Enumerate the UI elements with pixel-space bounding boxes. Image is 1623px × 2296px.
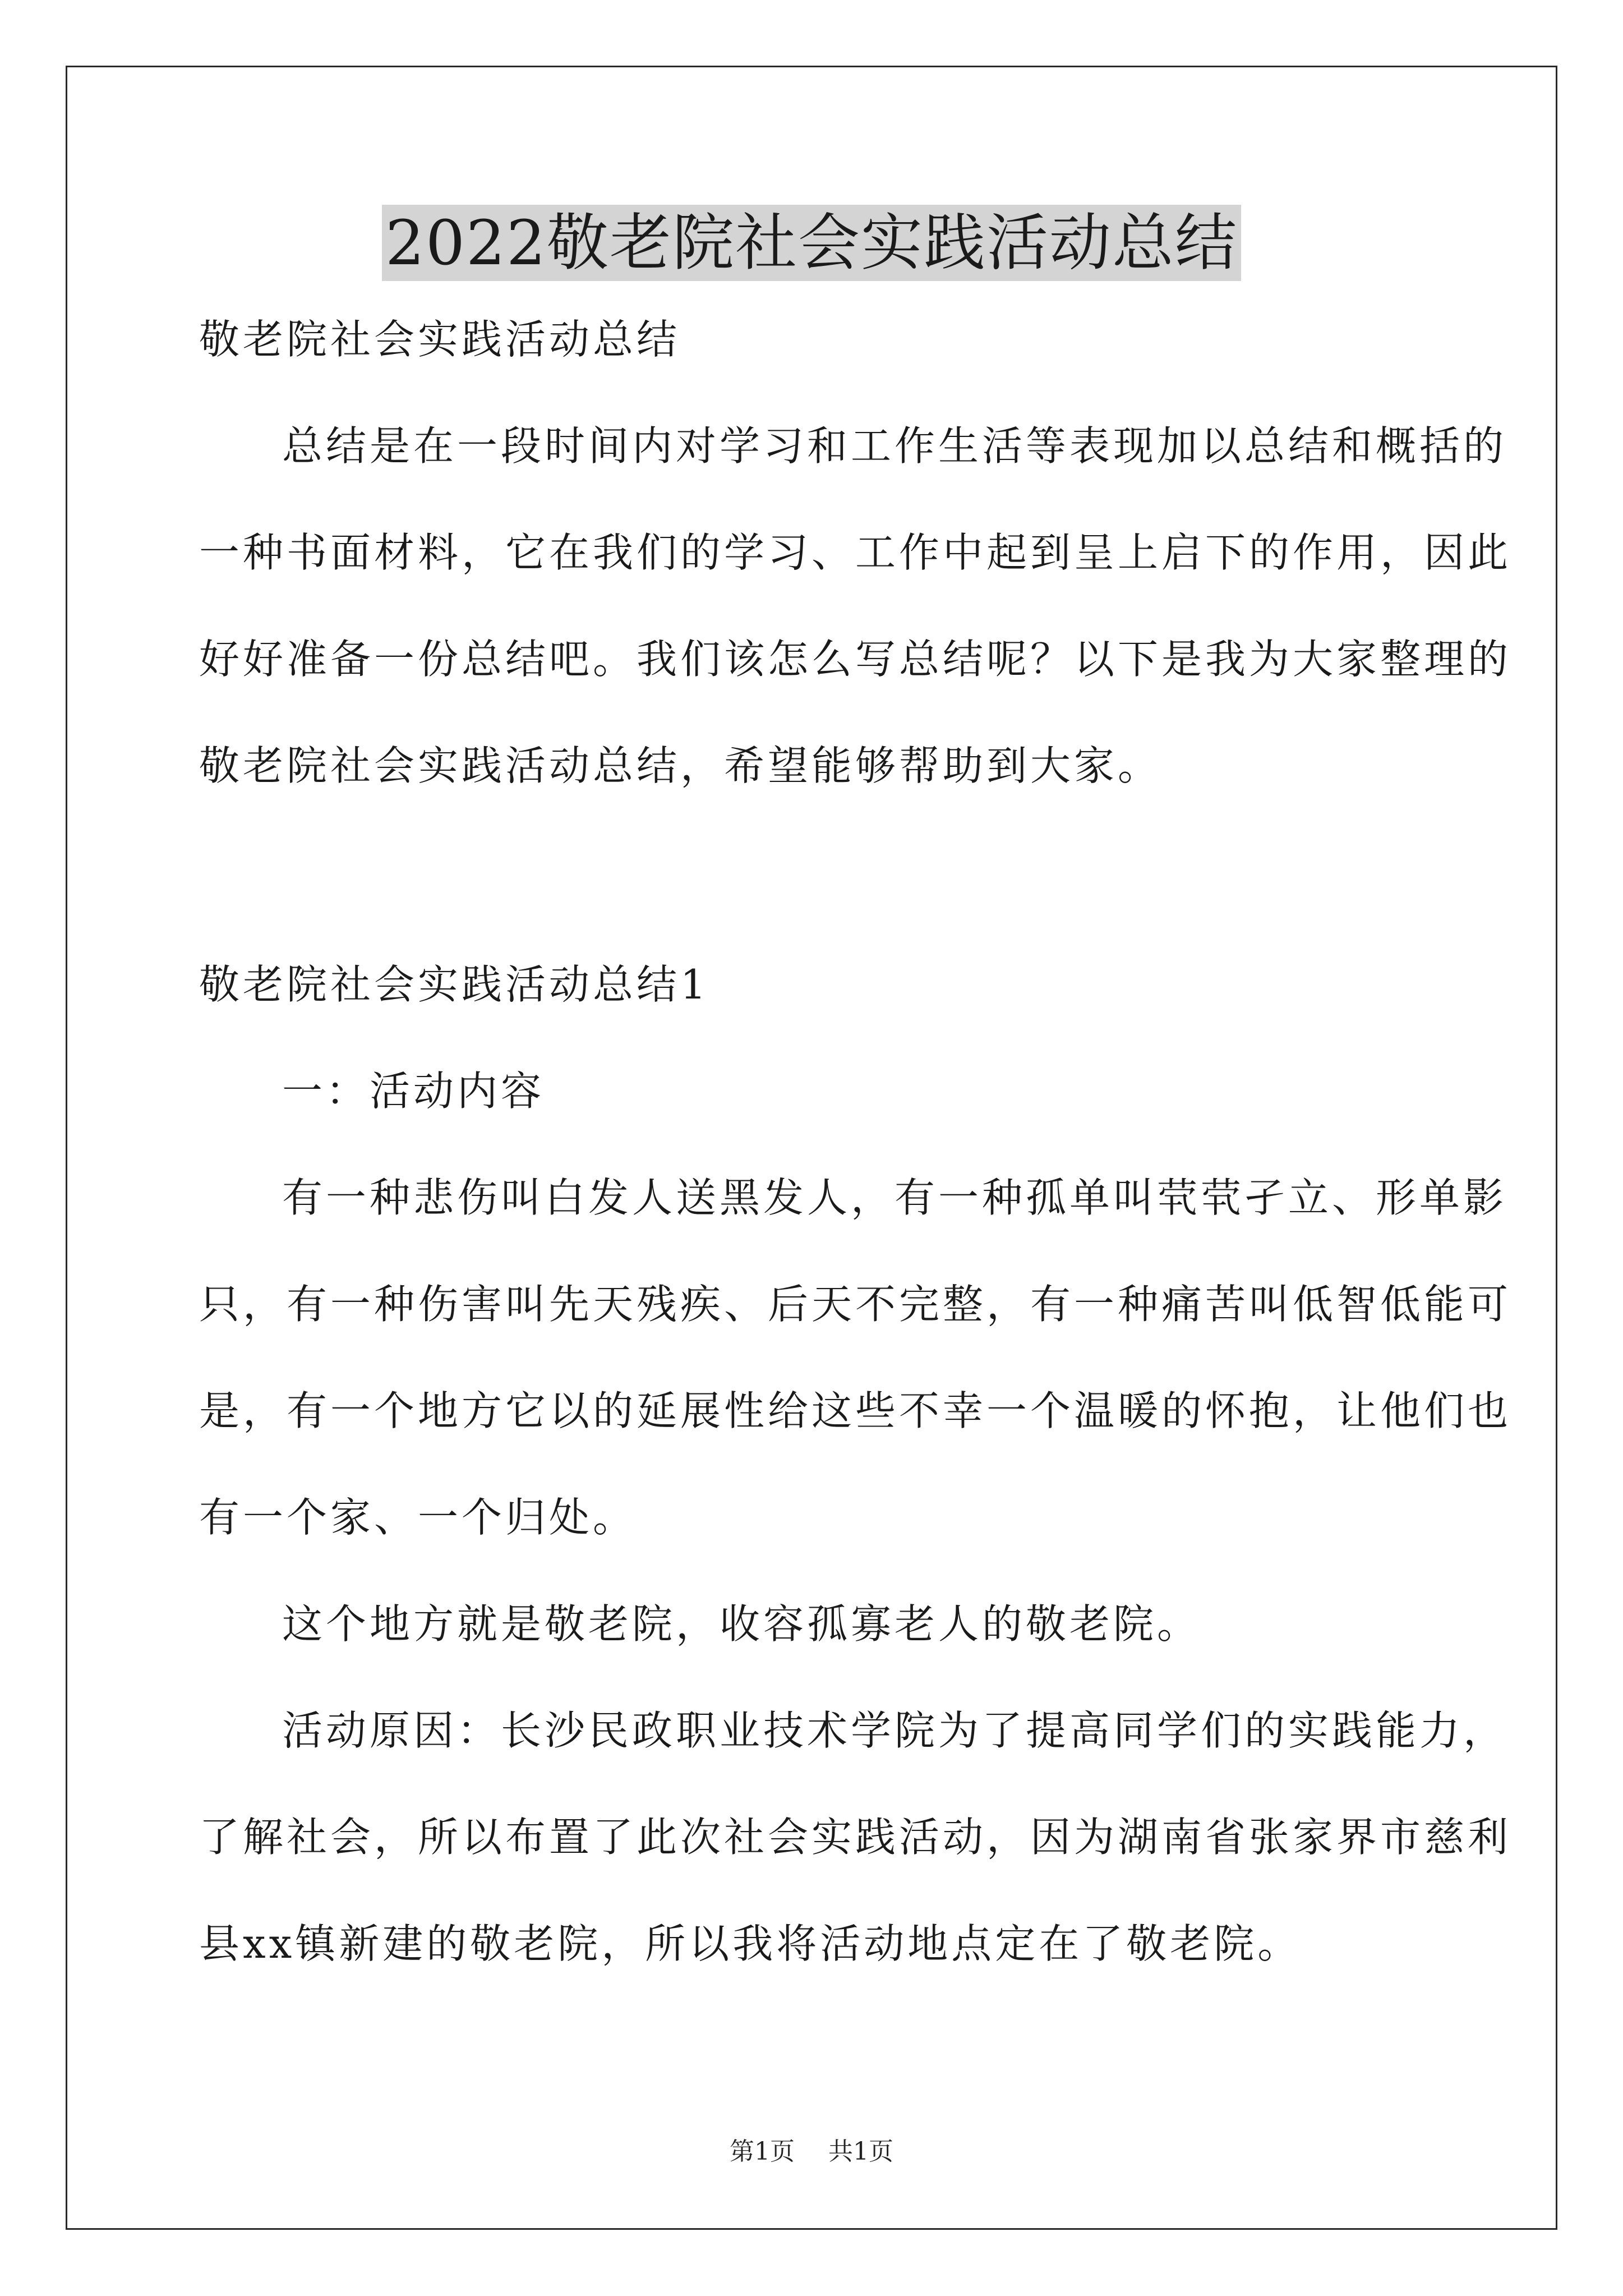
- page-footer: [0, 2136, 1623, 2168]
- body-line: 县xx镇新建的敬老院，所以我将活动地点定在了敬老院。: [199, 1920, 1302, 1967]
- document-title: 2022敬老院社会实践活动总结: [382, 205, 1241, 281]
- body-line: 是，有一个地方它以的延展性给这些不幸一个温暖的怀抱，让他们也: [199, 1387, 1512, 1434]
- body-line: 只，有一种伤害叫先天残疾、后天不完整，有一种痛苦叫低智低能可: [199, 1281, 1512, 1328]
- section-heading: 敬老院社会实践活动总结1: [199, 961, 709, 1008]
- body-line: 这个地方就是敬老院，收容孤寡老人的敬老院。: [282, 1600, 1201, 1648]
- page-number-current: 第1页: [730, 2137, 795, 2166]
- body-line: 一种书面材料，它在我们的学习、工作中起到呈上启下的作用，因此: [199, 529, 1512, 576]
- body-line: 有一个家、一个归处。: [199, 1494, 637, 1541]
- title-container: [0, 205, 1623, 281]
- body-line: 了解社会，所以布置了此次社会实践活动，因为湖南省张家界市慈利: [199, 1814, 1512, 1861]
- body-line: 一：活动内容: [282, 1068, 545, 1115]
- body-line: 好好准备一份总结吧。我们该怎么写总结呢？以下是我为大家整理的: [199, 636, 1512, 683]
- page-number-total: 共1页: [828, 2137, 893, 2166]
- body-line: 有一种悲伤叫白发人送黑发人，有一种孤单叫茕茕孑立、形单影: [282, 1174, 1507, 1221]
- body-line: 敬老院社会实践活动总结: [199, 316, 681, 363]
- page-border: [66, 66, 1557, 2230]
- body-line: 敬老院社会实践活动总结，希望能够帮助到大家。: [199, 742, 1162, 789]
- body-line: 总结是在一段时间内对学习和工作生活等表现加以总结和概括的: [282, 422, 1507, 470]
- body-line: 活动原因：长沙民政职业技术学院为了提高同学们的实践能力，: [282, 1707, 1507, 1754]
